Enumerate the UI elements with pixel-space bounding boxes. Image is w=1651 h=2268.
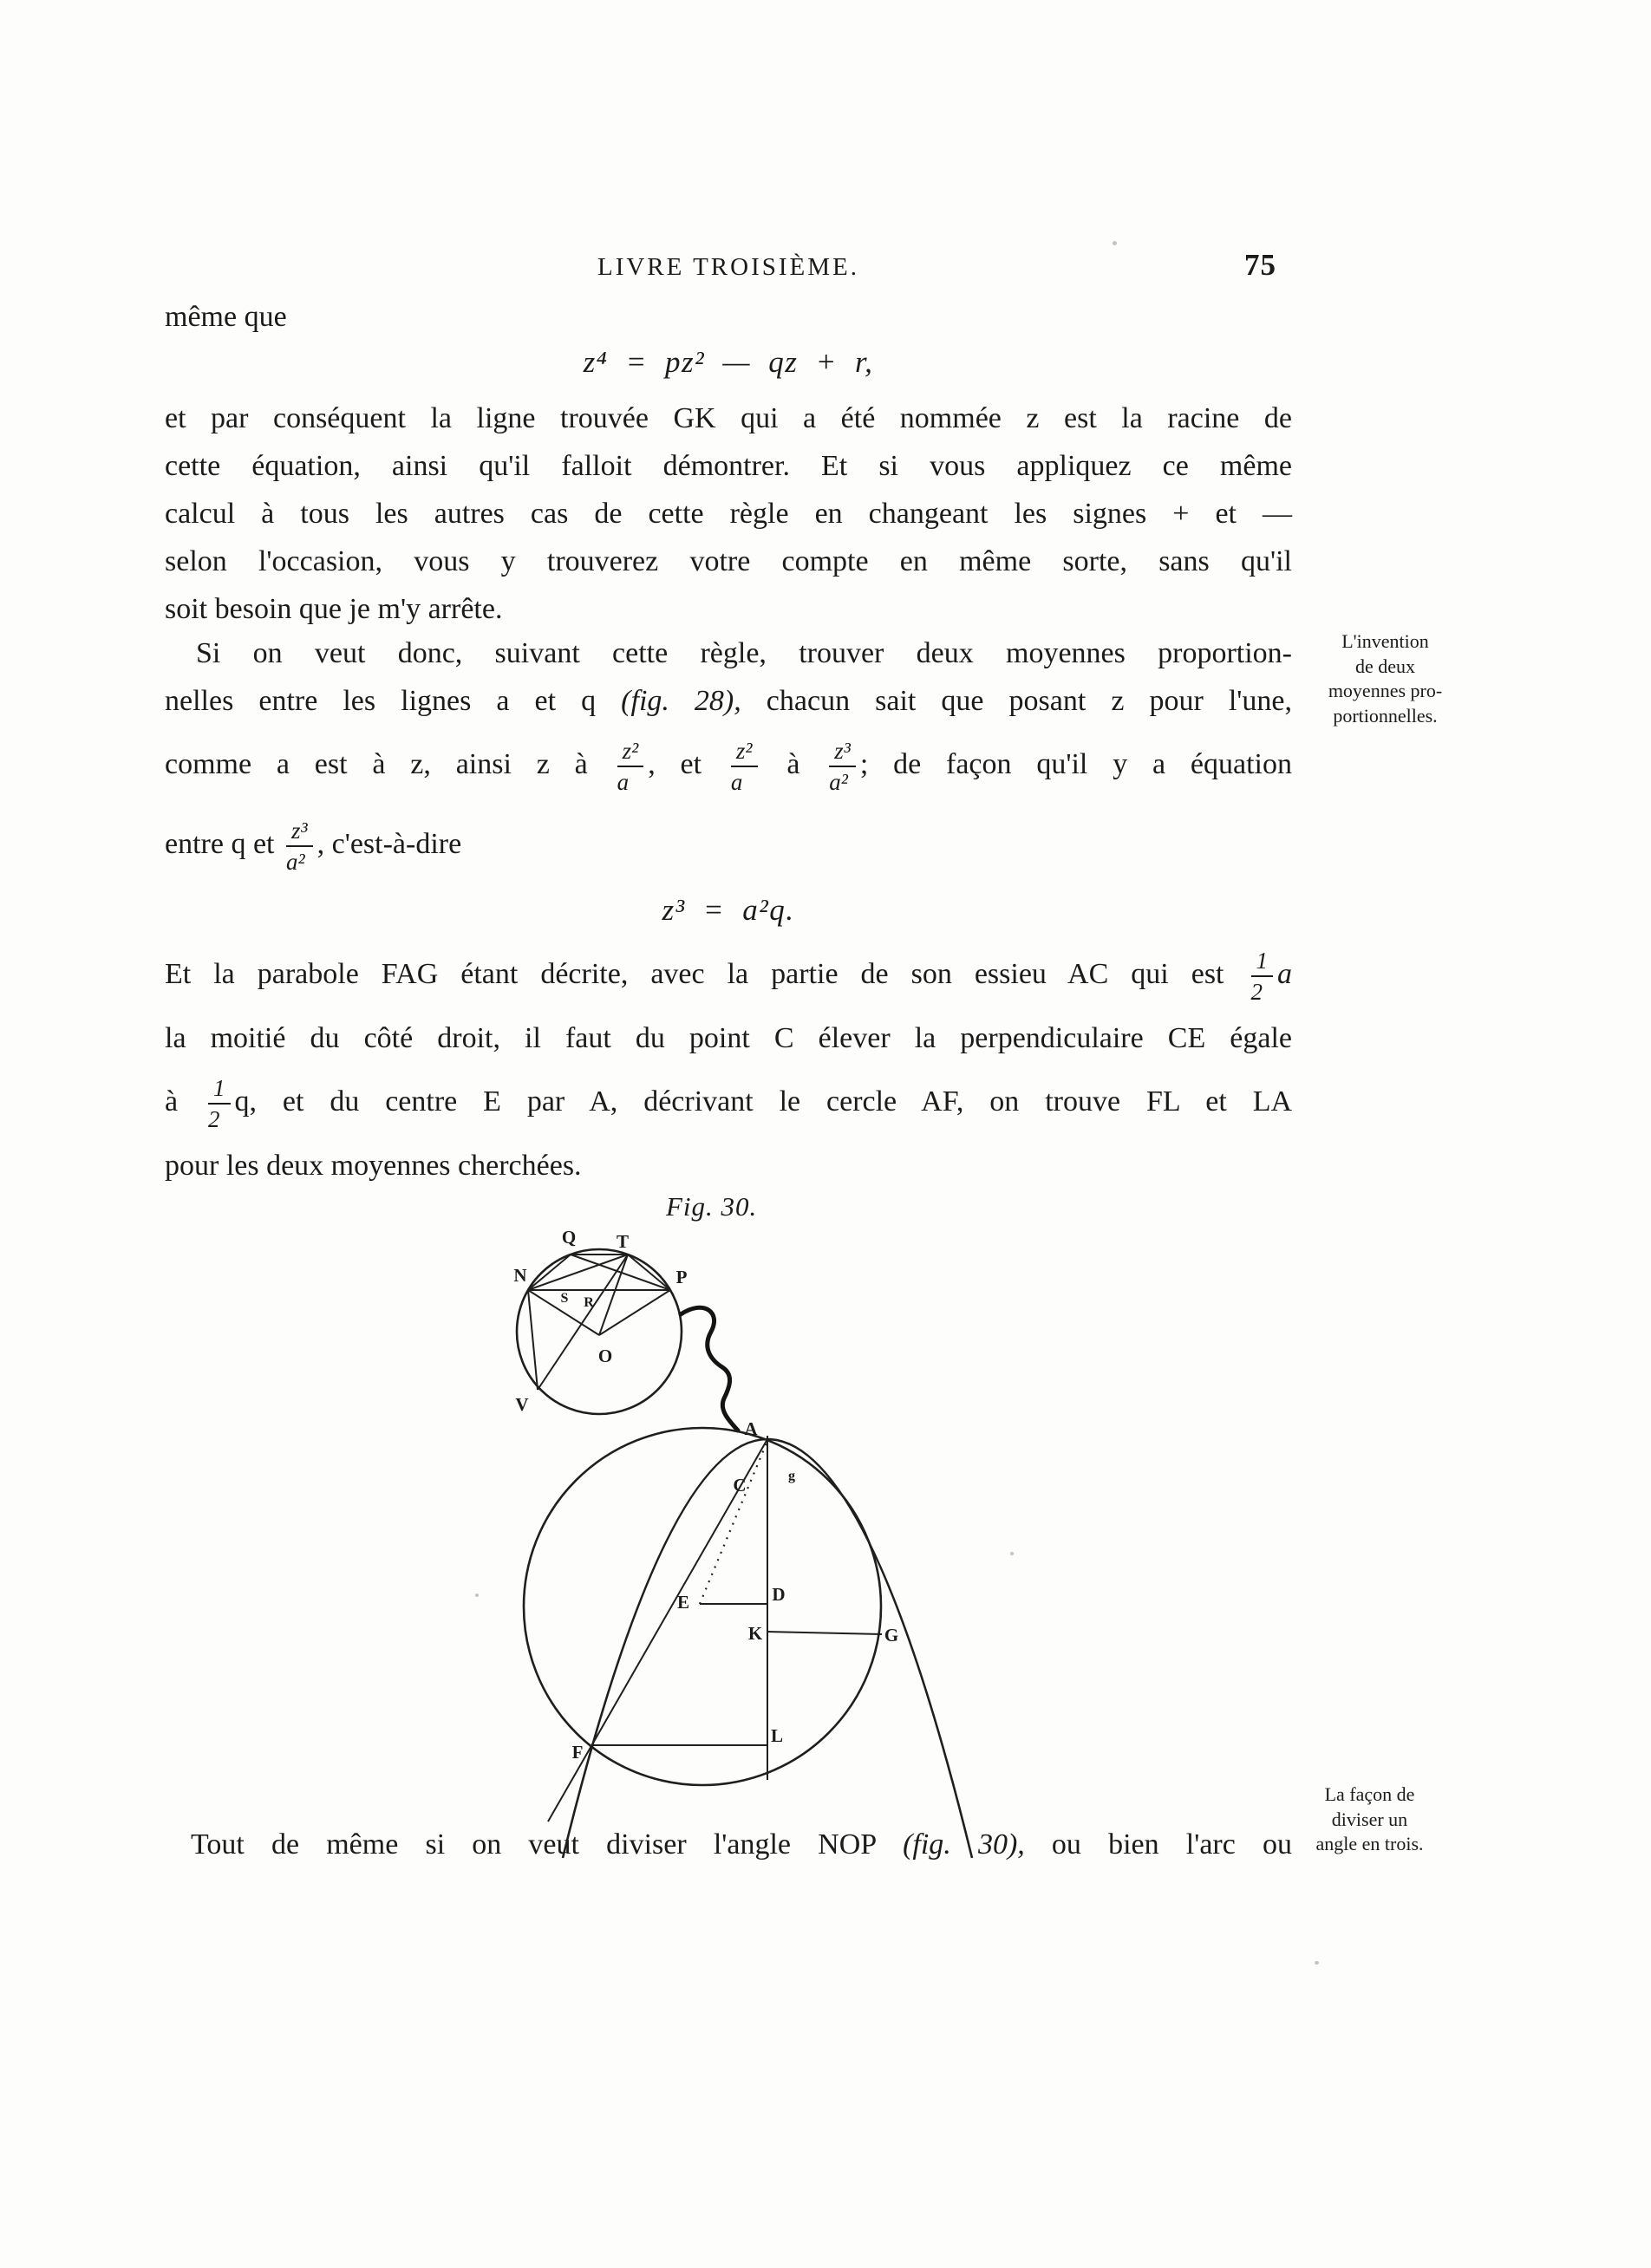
scan-speck [1010,1552,1014,1555]
paragraph-4 [165,1821,1292,1868]
text-line: et par conséquent la ligne trouvée GK qui a été nommée z est la racine de [165,402,1292,434]
figure-caption: Fig. 30. [666,1191,758,1222]
text-run: Tout de même si on veut diviser l'angle NOP [191,1828,904,1861]
text-line [165,1062,1292,1142]
point-label-G: G [884,1625,899,1646]
point-label-P: P [675,1267,688,1287]
margin-note-line: portionnelles. [1333,704,1438,727]
margin-note-trisection [1268,1782,1472,1857]
dotted-radius-EA [700,1441,767,1604]
text-run: entre q et [165,828,282,860]
text-line [165,805,1292,884]
point-label-F: F [571,1742,584,1763]
text-line: cette équation, ainsi qu'il falloit démontrer. Et si vous appliquez ce même [165,450,1292,482]
arc-chords-NQTP [528,1255,670,1290]
margin-note-line: angle en trois. [1315,1833,1424,1854]
margin-note-line: L'invention [1341,630,1429,652]
text-line [165,725,1292,805]
radius-OP [599,1290,670,1335]
text-run: q, et du centre E par A, décrivant le cercle AF, on trouve FL et LA [234,1085,1293,1118]
point-label-D: D [772,1584,786,1605]
fraction [1251,948,1274,1005]
point-label-L: L [770,1725,784,1746]
margin-note-line: de deux [1354,655,1416,677]
point-label-K: K [747,1623,763,1644]
point-label-V: V [515,1394,529,1415]
point-label-A: A [744,1418,758,1439]
fig-reference: (fig. 30), [903,1828,1025,1861]
display-formula-2: z³ = a²q. [662,893,795,927]
text-line: selon l'occasion, vous y trouverez votre compte en même sorte, sans qu'il [165,545,1292,577]
display-formula-1: z⁴ = pz² — qz + r, [583,345,874,379]
margin-note-line: diviser un [1331,1808,1408,1830]
fraction-numerator: z³ [286,818,313,847]
fraction [829,738,856,795]
small-circle [517,1249,682,1414]
point-label-T: T [616,1231,630,1252]
fraction-denominator: 2 [1250,979,1263,1006]
figure-30 [451,1212,1041,1910]
text-run: ou bien l'arc ou [1024,1828,1292,1861]
line-VT [538,1255,628,1390]
text-line: soit besoin que je m'y arrête. [165,593,503,625]
fraction-numerator: 1 [1251,948,1274,977]
text-run: , c'est-à-dire [316,828,462,860]
text-run: a [1277,958,1292,990]
text-run: nelles entre les lignes a et q [165,685,622,717]
point-label-Q: Q [561,1227,577,1248]
fraction-denominator: a² [286,849,305,876]
fraction-denominator: a [730,769,743,796]
text-run: à [165,1085,204,1118]
page-header [165,248,1292,282]
point-label-N: N [513,1265,527,1286]
fraction-numerator: z³ [829,738,856,767]
point-label-O: O [597,1346,613,1366]
text-line: la moitié du côté droit, il faut du point C élever la perpendiculaire CE égale [165,1022,1292,1054]
text-run: ; de façon qu'il y a équation [859,748,1292,780]
margin-note-line: moyennes pro- [1328,680,1443,701]
fraction [208,1075,231,1132]
paragraph-2 [165,629,1292,884]
fraction-denominator: a [617,769,630,796]
point-label-S: S [560,1291,569,1306]
fraction [731,738,758,795]
margin-note-invention [1301,629,1470,728]
scan-speck [1315,1961,1319,1965]
line-AF-extended [548,1439,767,1822]
text-run: comme a est à z, ainsi z à [165,748,613,780]
text-run: , et [648,748,727,780]
fraction-numerator: z² [617,738,644,767]
text-line: pour les deux moyennes cherchées. [165,1150,582,1182]
text-line [165,677,1292,725]
intro-line: même que [165,301,287,333]
fraction-numerator: 1 [208,1075,231,1105]
text-run: à [761,748,826,780]
point-label-g: g [788,1469,795,1483]
margin-note-line: La façon de [1324,1783,1415,1805]
paragraph-3 [165,935,1292,1189]
scan-speck [1113,241,1117,245]
paragraph-1 [165,394,1292,633]
point-label-R: R [584,1295,594,1310]
fraction-denominator: a² [829,769,848,796]
text-line: Si on veut donc, suivant cette règle, trouver deux moyennes proportion- [196,637,1292,669]
fraction [617,738,644,795]
running-title: LIVRE TROISIÈME. [597,253,859,281]
line-KG [767,1632,882,1634]
point-label-C: C [733,1475,747,1496]
page-number: 75 [1244,248,1276,282]
point-label-E: E [676,1592,690,1613]
scan-speck [475,1593,479,1597]
text-run: Et la parabole FAG étant décrite, avec la partie de son essieu AC qui est [165,958,1247,990]
text-line [165,935,1292,1014]
text-run: chacun sait que posant z pour l'une, [741,685,1292,717]
connector-squiggle [681,1307,738,1431]
text-line: calcul à tous les autres cas de cette règle en changeant les signes + et — [165,498,1292,530]
fraction-numerator: z² [731,738,758,767]
fraction-denominator: 2 [208,1106,220,1133]
fig-reference: (fig. 28), [621,685,741,717]
fraction [286,818,313,875]
